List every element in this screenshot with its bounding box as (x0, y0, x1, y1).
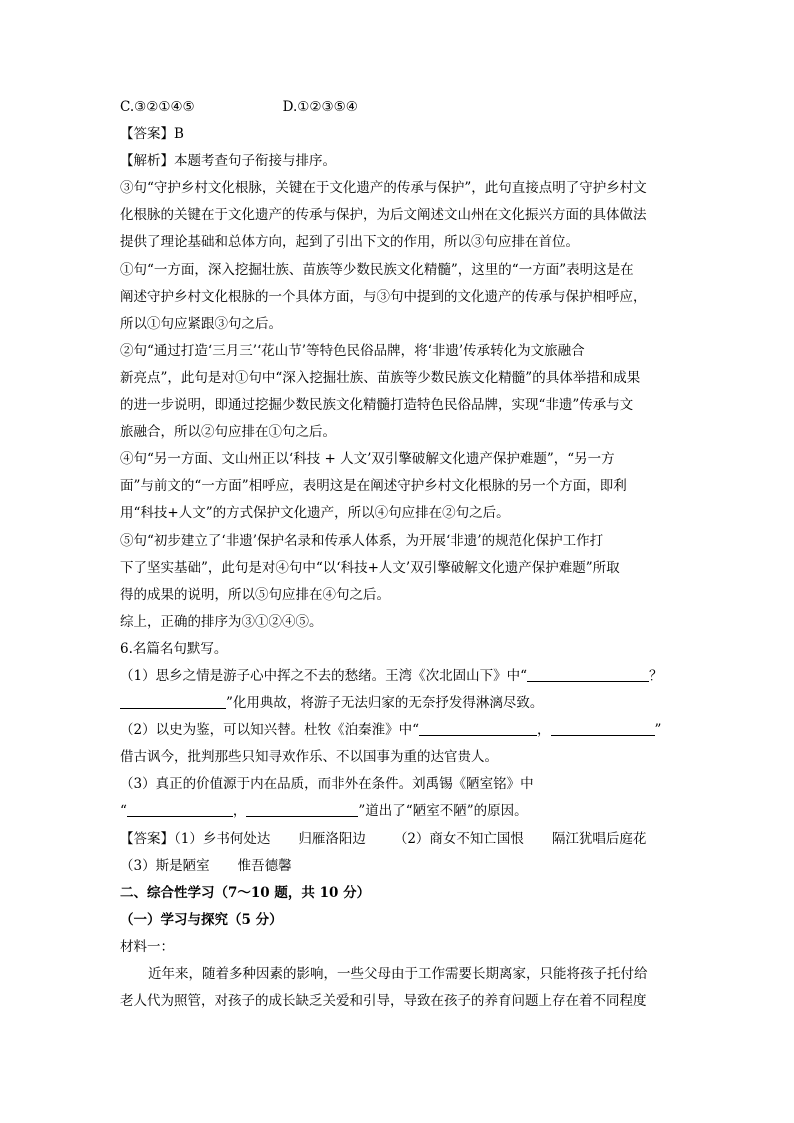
q6-item2-line2: 借古讽今，批判那些只知寻欢作乐、不以国事为重的达官贵人。 (120, 749, 498, 766)
q6-item1-qmark: ？ (649, 667, 663, 684)
q6-item2-line1 (120, 717, 680, 744)
analysis-line: 的进一步说明，即通过挖掘少数民族文化精髓打造特色民俗品牌，实现“非遗”传承与文 (120, 397, 634, 414)
answer-2b: 隔江犹唱后庭花 (551, 830, 647, 847)
document-page (120, 94, 680, 1015)
q6-title: 6.名篇名句默写。 (120, 640, 228, 657)
q6-item2-text: （2）以史为鉴，可以知兴替。杜牧《泊秦淮》中“ (120, 722, 419, 739)
q6-item3-open-quote: “ (120, 803, 127, 820)
fill-blank (127, 802, 233, 817)
answer-1b: 归雁洛阳边 (298, 830, 366, 847)
options-row (120, 94, 680, 121)
analysis-label: 【解析】 (120, 153, 174, 170)
q6-answer-line1 (120, 826, 680, 853)
analysis-line: 所以①句应紧跟③句之后。 (120, 315, 282, 332)
answer-3b: 惟吾德馨 (237, 857, 292, 874)
option-c: C.③②①④⑤ (120, 99, 195, 115)
material-paragraph-cont: 老人代为照管，对孩子的成长缺乏关爱和引导，导致在孩子的养育问题上存在着不同程度 (120, 993, 647, 1010)
answer-label: 【答案】 (120, 830, 174, 847)
option-d: D.①②③⑤④ (282, 99, 358, 115)
q6-item1-line1 (120, 663, 680, 690)
section2-subtitle: （一）学习与探究（5 分） (120, 911, 283, 928)
q6-item1-text: （1）思乡之情是游子心中挥之不去的愁绪。王湾《次北固山下》中“ (120, 667, 527, 684)
material-label: 材料一： (120, 938, 174, 955)
analysis-line: 面”与前文的“一方面”相呼应，表明这是在阐述守护乡村文化根脉的另一个方面，即利 (120, 478, 627, 495)
section2-title: 二、综合性学习（7～10 题，共 10 分） (120, 884, 371, 901)
q6-item3-line2 (120, 798, 680, 825)
q6-item2-quote: ” (654, 722, 662, 739)
fill-blank (551, 721, 655, 736)
answer-2a: （2）商女不知亡国恨 (393, 830, 524, 847)
analysis-intro: 本题考查句子衔接与排序。 (174, 153, 336, 170)
q6-item1-line2 (120, 690, 680, 717)
analysis-line: 得的成果的说明，所以⑤句应排在④句之后。 (120, 586, 390, 603)
answer-1a: （1）乡书何处达 (174, 830, 271, 847)
fill-blank (527, 667, 649, 682)
analysis-line: 化根脉的关键在于文化遗产的传承与保护，为后文阐述文山州在文化振兴方面的具体做法 (120, 207, 647, 224)
fill-blank (246, 802, 358, 817)
analysis-line: ③句“守护乡村文化根脉，关键在于文化遗产的传承与保护”，此句直接点明了守护乡村文 (120, 180, 647, 197)
q6-item1-tail: ”化用典故，将游子无法归家的无奈抒发得淋漓尽致。 (226, 695, 544, 712)
analysis-line: 新亮点”，此句是对①句中“深入挖掘壮族、苗族等少数民族文化精髓”的具体举措和成果 (120, 369, 641, 386)
q6-item3-tail: ”道出了“陋室不陋”的原因。 (358, 803, 528, 820)
analysis-line: 旅融合，所以②句应排在①句之后。 (120, 424, 336, 441)
analysis-line: 下了坚实基础”，此句是对④句中“以‘科技+人文’双引擎破解文化遗产保护难题”所取 (120, 559, 620, 576)
q5-analysis-head (120, 148, 680, 175)
analysis-line: 用“科技+人文”的方式保护文化遗产，所以④句应排在②句之后。 (120, 505, 510, 522)
q6-item3-line1: （3）真正的价值源于内在品质，而非外在条件。刘禹锡《陋室铭》中 (120, 776, 534, 793)
material-paragraph: 近年来，随着多种因素的影响，一些父母由于工作需要长期离家，只能将孩子托付给 (148, 966, 648, 982)
fill-blank (419, 721, 537, 736)
analysis-summary: 综上，正确的排序为③①②④⑤。 (120, 613, 323, 630)
q6-item2-comma: ， (537, 722, 551, 739)
analysis-line: ②句“通过打造‘三月三’‘花山节’等特色民俗品牌，将‘非遗’传承转化为文旅融合 (120, 342, 585, 359)
analysis-line: ④句“另一方面、文山州正以‘科技 + 人文’双引擎破解文化遗产保护难题”，“另一方 (120, 451, 615, 468)
analysis-line: 提供了理论基础和总体方向，起到了引出下文的作用，所以③句应排在首位。 (120, 234, 579, 251)
analysis-line: ①句“一方面，深入挖掘壮族、苗族等少数民族文化精髓”，这里的“一方面”表明这是在 (120, 261, 634, 278)
q6-item3-comma: ， (232, 803, 247, 820)
analysis-line: ⑤句“初步建立了‘非遗’保护名录和传承人体系，为开展‘非遗’的规范化保护工作打 (120, 532, 604, 549)
q5-answer: 【答案】B (120, 126, 184, 143)
q6-answer-line2 (120, 853, 680, 880)
fill-blank (120, 694, 226, 709)
analysis-line: 阐述守护乡村文化根脉的一个具体方面，与③句中提到的文化遗产的传承与保护相呼应， (120, 288, 647, 305)
answer-3a: （3）斯是陋室 (120, 857, 210, 874)
